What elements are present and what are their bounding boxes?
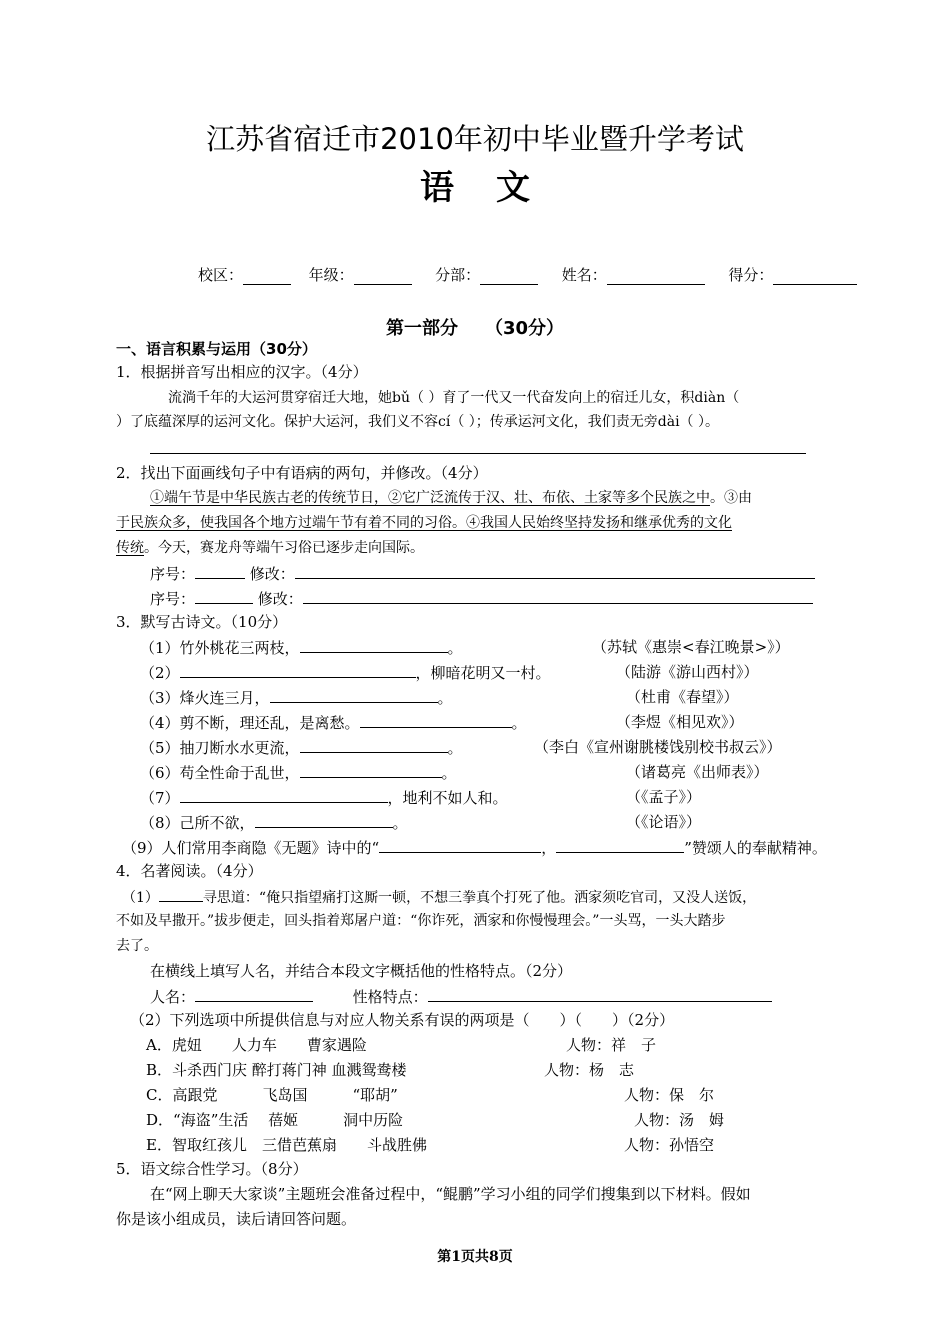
q3-source-1: （苏轼《惠崇<春江晚景>》） (592, 638, 790, 656)
school-blank[interactable] (243, 268, 291, 285)
q4-option-e-person: 人物：孙悟空 (624, 1136, 715, 1154)
q2-answer-row-2 (150, 588, 813, 609)
seq-blank[interactable] (195, 588, 253, 604)
q4-option-b-person: 人物：杨 志 (544, 1061, 635, 1079)
q3-blank[interactable] (300, 762, 442, 778)
q3-source-3: （杜甫《春望》） (626, 688, 739, 706)
q3-item-end: 。 (511, 714, 527, 732)
q2-answer-row-1 (150, 563, 815, 584)
q2-sentence-1: ①端午节是中华民族古老的传统节日， (150, 490, 388, 506)
q3-item-text: （7） (140, 789, 180, 807)
q3-item-end: ，地利不如人和。 (387, 789, 508, 807)
q3-blank[interactable] (556, 837, 684, 853)
q4-answer-row (150, 986, 772, 1007)
q3-item9-text: （9）人们常用李商隐《无题》诗中的“ (122, 839, 380, 857)
q2-sentence-3a: 。③由 (710, 490, 752, 506)
q3-item-4 (140, 712, 527, 733)
seq-blank[interactable] (195, 563, 245, 579)
q2-stem: 2．找出下面画线句子中有语病的两句，并修改。（4分） (116, 464, 488, 482)
q1-stem: 1．根据拼音写出相应的汉字。（4分） (116, 363, 368, 381)
q4-p2-stem: （2）下列选项中所提供信息与对应人物关系有误的两项是（ ）（ ）（2分） (130, 1011, 675, 1029)
q2-tail: 。今天，赛龙舟等端午习俗已逐步走向国际。 (144, 540, 424, 556)
q2-text-line1 (150, 488, 752, 508)
q3-item-end: 。 (437, 689, 453, 707)
q4-p1-line3: 去了。 (116, 938, 158, 954)
fix-blank[interactable] (295, 563, 815, 579)
q4-option-c-person: 人物：保 尔 (624, 1086, 715, 1104)
score-label: 得分： (728, 266, 774, 284)
q4-option-e[interactable]: E．智取红孩儿 三借芭蕉扇 斗战胜佛 (146, 1136, 427, 1154)
grade-blank[interactable] (354, 268, 412, 285)
school-label: 校区： (198, 266, 244, 284)
q3-item-end: 。 (447, 739, 463, 757)
q5-line1: 在“网上聊天大家谈”主题班会准备过程中，“鲲鹏”学习小组的同学们搜集到以下材料。假如 (150, 1185, 751, 1203)
fix-label: 修改： (257, 590, 303, 608)
q3-item-7 (140, 787, 508, 808)
name-label: 人名： (150, 988, 196, 1006)
q2-text-line2 (116, 513, 732, 533)
seq-label: 序号： (150, 565, 196, 583)
q2-text-line3 (116, 538, 424, 558)
q3-blank[interactable] (300, 637, 448, 653)
name-blank[interactable] (607, 268, 705, 285)
q3-item-end: 。 (392, 814, 408, 832)
q4-option-b[interactable]: B．斗杀西门庆 醉打蒋门神 血溅鸳鸯楼 (146, 1061, 407, 1079)
q3-source-5: （李白《宣州谢朓楼饯别校书叔云》） (534, 738, 782, 756)
q3-blank[interactable] (180, 787, 388, 803)
q4-option-a-person: 人物：祥 子 (566, 1036, 657, 1054)
q3-item-end: 。 (441, 764, 457, 782)
q3-item-end: ，柳暗花明又一村。 (415, 664, 551, 682)
trait-label: 性格特点： (352, 988, 428, 1006)
q3-source-8: （《论语》） (626, 813, 702, 831)
q3-item-text: （1）竹外桃花三两枝， (140, 639, 300, 657)
q3-item-3 (140, 687, 453, 708)
q4-p1-text: 寻思道：“俺只指望痛打这厮一顿，不想三拳真个打死了他。洒家须吃官司，又没人送饭， (202, 890, 757, 906)
q3-blank[interactable] (379, 837, 541, 853)
q3-item-1 (140, 637, 463, 658)
name-label: 姓名： (561, 266, 607, 284)
seq-label: 序号： (150, 590, 196, 608)
q3-blank[interactable] (300, 737, 448, 753)
q4-option-a[interactable]: A．虎妞 人力车 曹家遇险 (146, 1036, 367, 1054)
q3-item9-end: ”赞颂人的奉献精神。 (684, 839, 827, 857)
q3-item-text: （6）苟全性命于乱世， (140, 764, 300, 782)
q4-instruction: 在横线上填写人名，并结合本段文字概括他的性格特点。（2分） (150, 962, 573, 980)
q2-sentence-4a: ④我国人民始终坚持发扬和继承优秀的文化 (466, 515, 732, 531)
q4-p1-prefix: （1） (122, 890, 159, 906)
q3-item-8 (140, 812, 408, 833)
q3-item-end: 。 (447, 639, 463, 657)
page-number: 第1页共8页 (437, 1249, 513, 1265)
q3-item-text: （4）剪不断，理还乱，是离愁。 (140, 714, 360, 732)
q3-source-4: （李煜《相见欢》） (616, 713, 744, 731)
q5-stem: 5．语文综合性学习。（8分） (116, 1160, 308, 1178)
division-label: 分部： (435, 266, 481, 284)
q3-item-2 (140, 662, 551, 683)
q3-blank[interactable] (255, 812, 393, 828)
q3-item-5 (140, 737, 463, 758)
part-title: 第一部分 （30分） (385, 318, 565, 339)
division-blank[interactable] (480, 268, 538, 285)
q4-p1-name-blank[interactable] (159, 886, 203, 902)
q1-answer-line[interactable] (150, 452, 806, 454)
fix-blank[interactable] (303, 588, 813, 604)
q4-option-d[interactable]: D．“海盗”生活 蓓姬 洞中历险 (146, 1111, 404, 1129)
q4-stem: 4．名著阅读。（4分） (116, 862, 263, 880)
q3-source-2: （陆游《游山西村》） (616, 663, 759, 681)
q4-option-c[interactable]: C．高跟党 飞岛国 “耶胡” (146, 1086, 398, 1104)
q3-item-6 (140, 762, 457, 783)
q4-name-blank[interactable] (195, 986, 313, 1002)
q3-source-7: （《孟子》） (626, 788, 702, 806)
q5-line2: 你是该小组成员，读后请回答问题。 (116, 1210, 357, 1228)
section-title: 一、语言积累与运用（30分） (116, 340, 317, 358)
fix-label: 修改： (249, 565, 295, 583)
q4-p1-line2: 不如及早撒开。”拔步便走，回头指着郑屠户道：“你诈死，洒家和你慢慢理会。”一头骂，一头大踏步 (116, 913, 726, 929)
q2-sentence-4b: 传统 (116, 540, 144, 556)
q2-sentence-2: ②它广泛流传于汉、壮、布依、土家等多个民族之中 (388, 490, 710, 506)
q3-item-9 (122, 837, 827, 858)
q3-item-text: （5）抽刀断水水更流， (140, 739, 300, 757)
subject-title: 语文 (420, 168, 572, 208)
q4-option-d-person: 人物：汤 姆 (634, 1111, 725, 1129)
q3-blank[interactable] (270, 687, 438, 703)
q1-line1: 流淌千年的大运河贯穿宿迁大地，她bǔ（ ）育了一代又一代奋发向上的宿迁儿女，积diàn（ (168, 390, 740, 406)
q3-source-6: （诸葛亮《出师表》） (626, 763, 769, 781)
q1-line2: ）了底蕴深厚的运河文化。保护大运河，我们义不容cí（ ）；传承运河文化，我们责无旁dài（ ）。 (116, 414, 720, 430)
q4-trait-blank[interactable] (428, 986, 772, 1002)
score-blank[interactable] (773, 268, 857, 285)
exam-title: 江苏省宿迁市2010年初中毕业暨升学考试 (206, 122, 744, 156)
q2-sentence-3b: 于民族众多，使我国各个地方过端午节有着不同的习俗。 (116, 515, 466, 531)
q3-stem: 3．默写古诗文。（10分） (116, 613, 288, 631)
info-fields (198, 264, 857, 285)
grade-label: 年级： (308, 266, 354, 284)
q3-item9-comma: ， (541, 839, 557, 857)
q3-blank[interactable] (360, 712, 512, 728)
q3-item-text: （3）烽火连三月， (140, 689, 270, 707)
q4-p1-line1 (122, 886, 756, 908)
q3-item-text: （2） (140, 664, 180, 682)
q3-blank[interactable] (180, 662, 416, 678)
q3-item-text: （8）己所不欲， (140, 814, 255, 832)
